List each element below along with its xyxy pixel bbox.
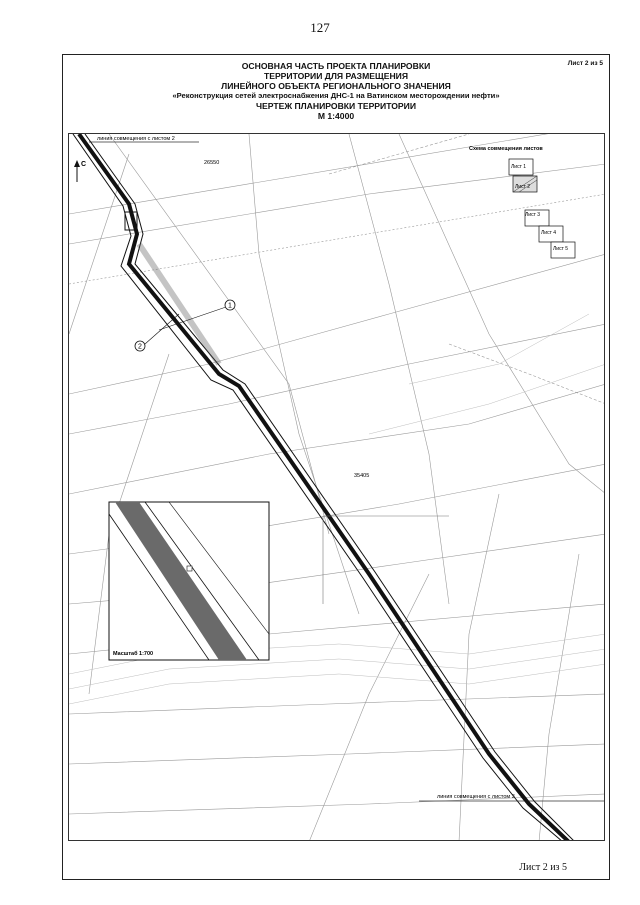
inset-detail xyxy=(109,502,269,660)
corridor xyxy=(73,134,575,841)
title-line-4: «Реконструкция сетей электроснабжения ДНС-1 на Ватинском месторождении нефти» xyxy=(172,91,500,100)
zone-callout-2 xyxy=(135,314,179,351)
drawing-sheet xyxy=(62,54,610,880)
zone-label-1: 1 xyxy=(228,302,232,310)
scheme-sheet-3-label: Лист 3 xyxy=(525,212,541,218)
scheme-title: Схема совмещения листов xyxy=(469,146,543,152)
bottom-match-label: линия совмещения с листом 3 xyxy=(437,794,515,800)
north-arrow xyxy=(74,160,86,182)
scheme-sheet-5-label: Лист 5 xyxy=(553,246,569,252)
footer-sheet-number: Лист 2 из 5 xyxy=(519,862,567,873)
scheme-sheet-2-label: Лист 2 xyxy=(515,184,531,190)
north-arrow-label: С xyxy=(81,161,87,168)
title-line-5: ЧЕРТЕЖ ПЛАНИРОВКИ ТЕРРИТОРИИ xyxy=(255,101,417,111)
planning-map xyxy=(69,134,605,841)
title-block xyxy=(63,55,609,121)
picket-top: 26550 xyxy=(204,160,220,166)
title-line-2: ТЕРРИТОРИИ ДЛЯ РАЗМЕЩЕНИЯ xyxy=(263,71,409,81)
picket-middle: 35405 xyxy=(354,473,370,479)
title-line-1: ОСНОВНАЯ ЧАСТЬ ПРОЕКТА ПЛАНИРОВКИ xyxy=(241,61,431,71)
scheme-sheet-1-label: Лист 1 xyxy=(511,164,527,170)
page-number: 127 xyxy=(310,20,330,35)
title-line-3: ЛИНЕЙНОГО ОБЪЕКТА РЕГИОНАЛЬНОГО ЗНАЧЕНИЯ xyxy=(221,81,451,91)
zone-label-2: 2 xyxy=(138,343,142,351)
map-area xyxy=(68,133,605,841)
title-line-6: М 1:4000 xyxy=(317,111,355,121)
scheme-sheet-4-label: Лист 4 xyxy=(541,230,557,236)
terrain-lines xyxy=(69,134,605,841)
top-match-label: линия совмещения с листом 2 xyxy=(97,136,175,142)
inset-scale-label: Масштаб 1:700 xyxy=(113,651,154,657)
sheet-counter: Лист 2 из 5 xyxy=(567,60,603,67)
